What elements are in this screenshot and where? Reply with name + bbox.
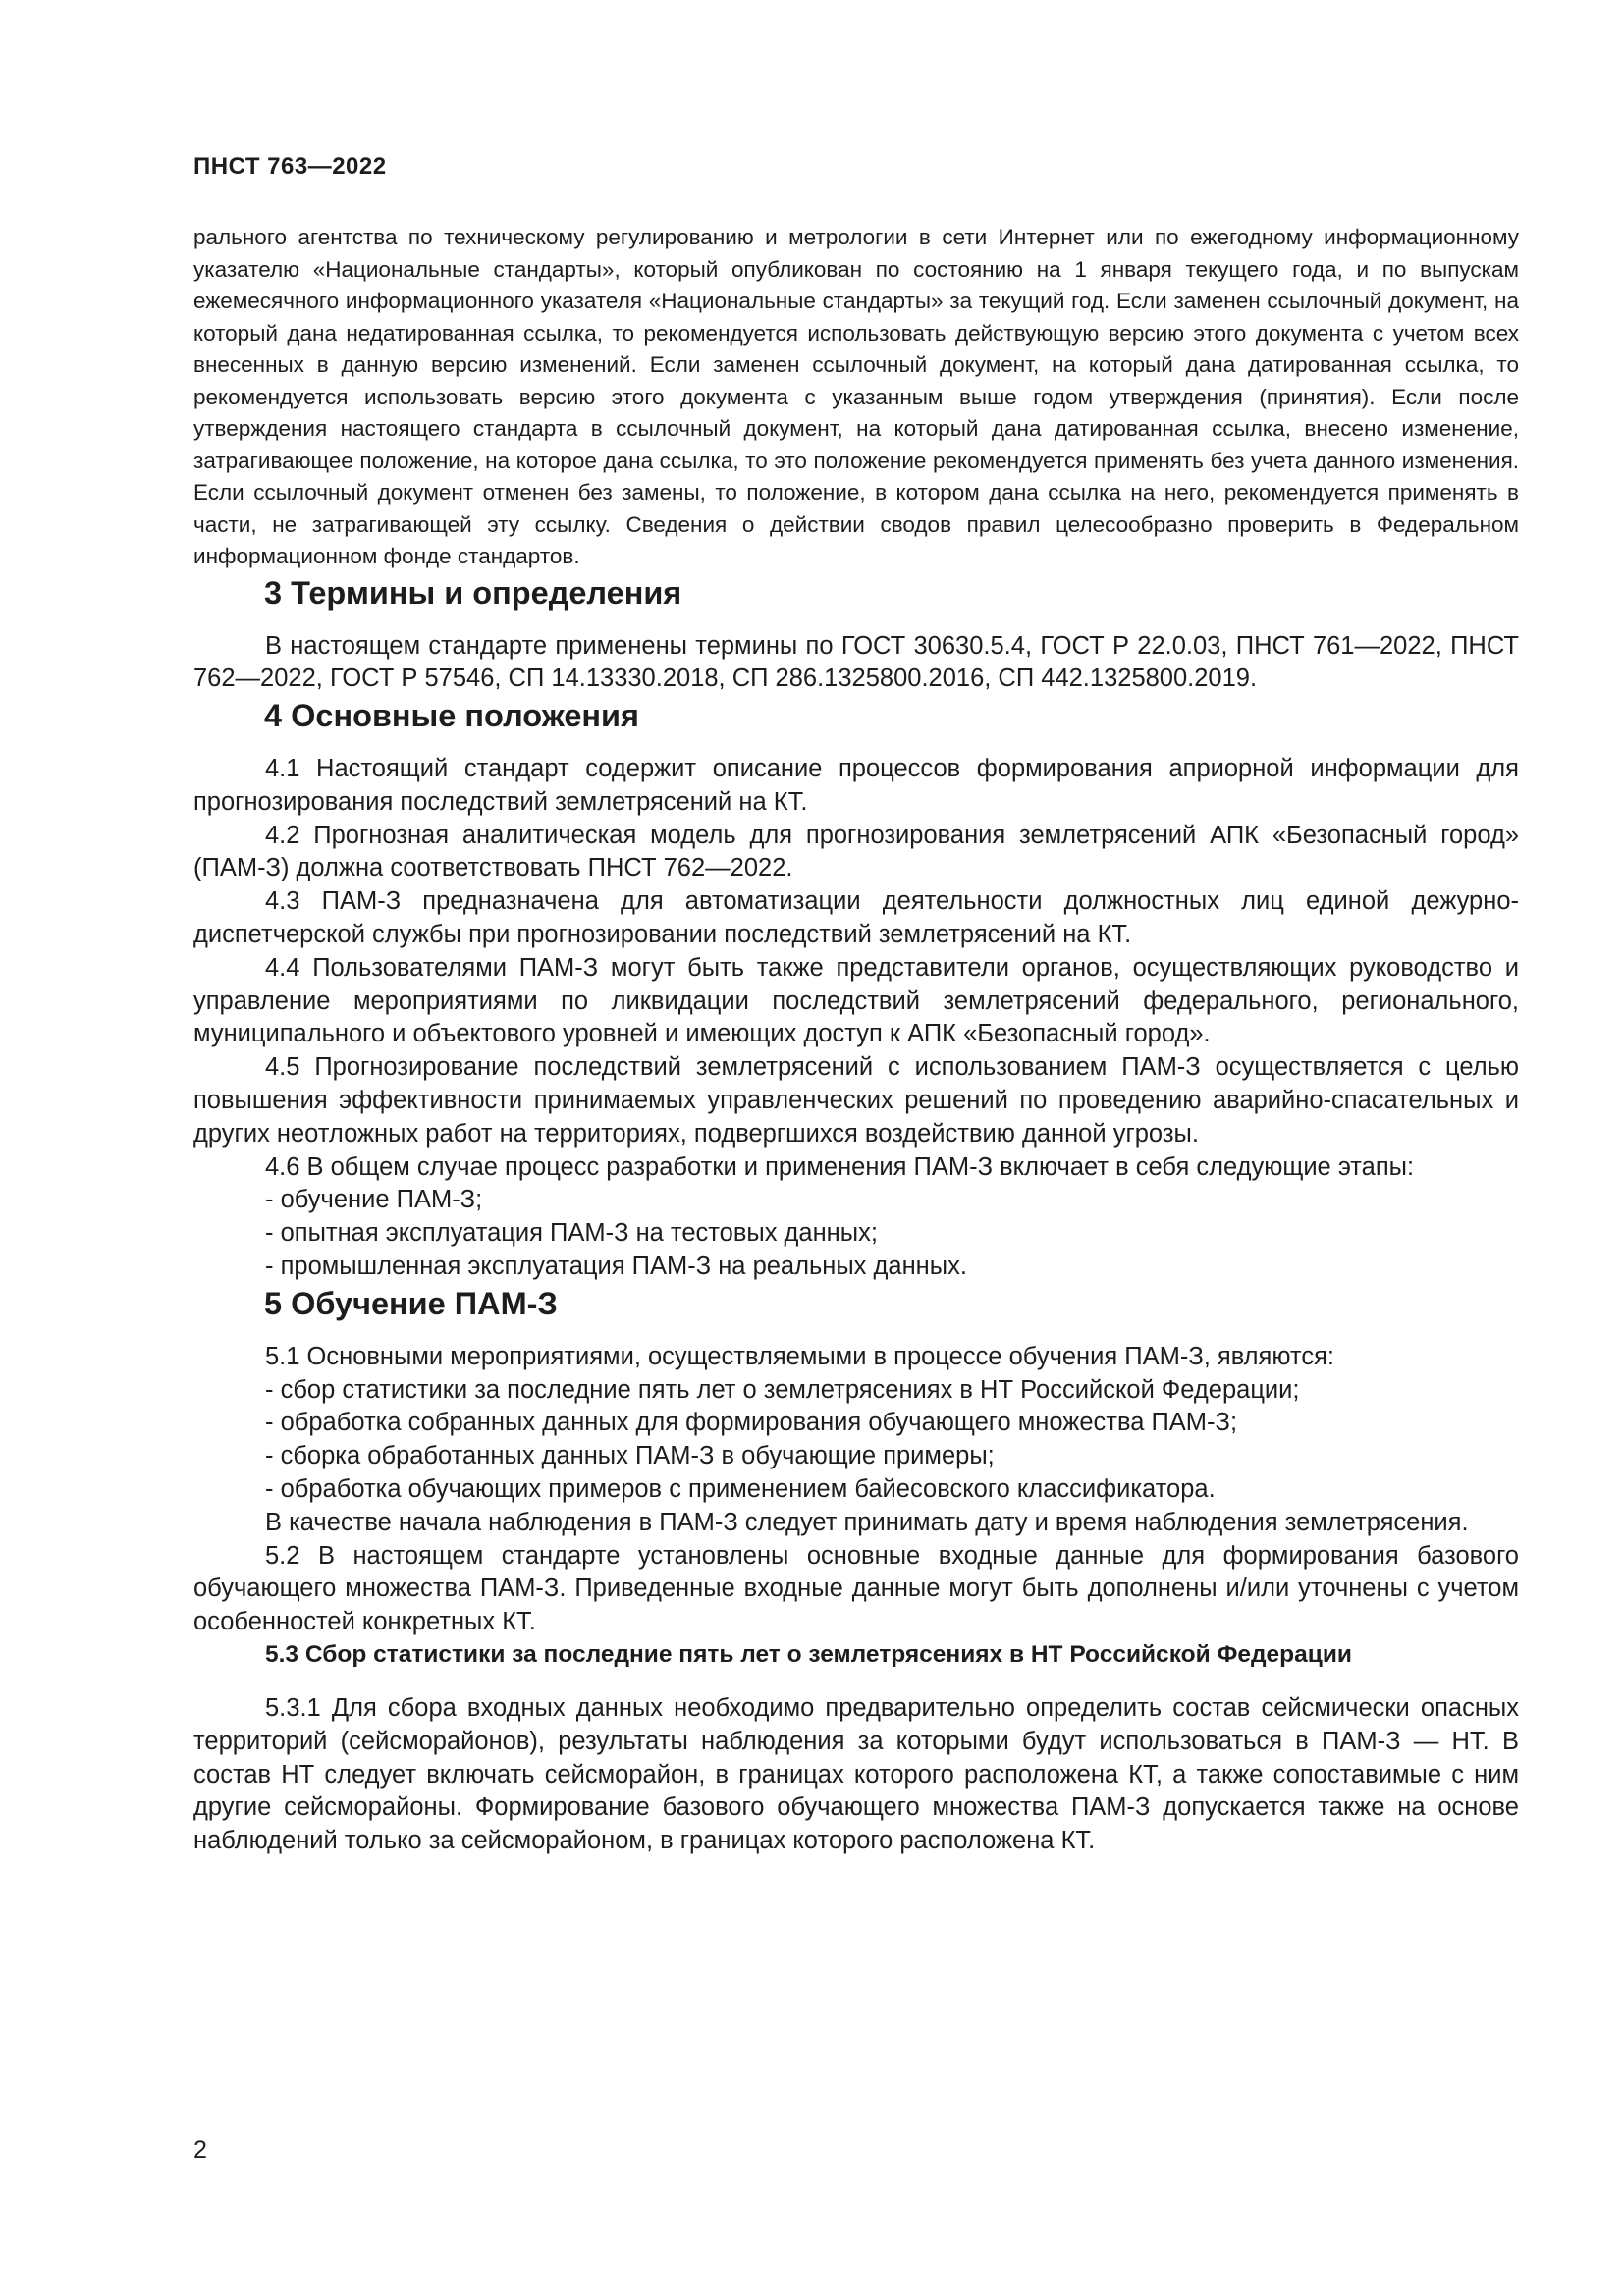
paragraph-4-4: 4.4 Пользователями ПАМ-З могут быть также представители органов, осуществляющих руководство и управление мероприятиями по ликвидации последствий землетрясений федерального, регионального, муниципального и объектового уровней и имеющих доступ к АПК «Безопасный город». (193, 953, 1519, 1048)
paragraph-4-5: 4.5 Прогнозирование последствий землетрясений с использованием ПАМ-З осуществляется с целью повышения эффективности принимаемых управленческих решений по проведению аварийно-спасательных и других неотложных работ на территориях, подвергшихся воздействию данной угрозы. (193, 1053, 1519, 1148)
paragraph-5-3-1: 5.3.1 Для сбора входных данных необходимо предварительно определить состав сейсмически опасных территорий (сейсморайонов), результаты наблюдения за которыми будут использоваться в ПАМ-З — НТ. В состав НТ следует включать сейсморайон, в границах которого расположена КТ, а также сопоставимые с ним другие сейсморайоны. Формирование базового обучающего множества ПАМ-З допускается также на основе наблюдений только за сейсморайоном, в границах которого расположена КТ. (193, 1694, 1519, 1855)
subsection-5-3-title: 5.3 Сбор статистики за последние пять лет о землетрясениях в НТ Российской Федерации (265, 1641, 1352, 1669)
section-4-title: 4 Основные положения (264, 698, 639, 734)
document-header: ПНСТ 763—2022 (193, 153, 387, 180)
paragraph-4-2: 4.2 Прогнозная аналитическая модель для прогнозирования землетрясений АПК «Безопасный город» (ПАМ-З) должна соответствовать ПНСТ 762—2022. (193, 821, 1519, 882)
list-item: - промышленная эксплуатация ПАМ-З на реальных данных. (265, 1253, 967, 1281)
paragraph-5-2: 5.2 В настоящем стандарте установлены основные входные данные для формирования базового обучающего множества ПАМ-З. Приведенные входные данные могут быть дополнены и/или уточнены с учетом особенностей конкретных КТ. (193, 1541, 1519, 1636)
section-5-body (193, 1341, 1519, 1639)
intro-paragraph: рального агентства по техническому регулированию и метрологии в сети Интернет или по ежегодному информационному указателю «Национальные стандарты», который опубликован по состоянию на 1 января текущего года, и по выпускам ежемесячного информационного указателя «Национальные стандарты» за текущий год. Если заменен ссылочный документ, на который дана недатированная ссылка, то рекомендуется использовать действующую версию этого документа с учетом всех внесенных в данную версию изменений. Если заменен ссылочный документ, на который дана датированная ссылка, то рекомендуется использовать версию этого документа с указанным выше годом утверждения (принятия). Если после утверждения настоящего стандарта в ссылочный документ, на который дана датированная ссылка, внесено изменение, затрагивающее положение, на которое дана ссылка, то это положение рекомендуется применять без учета данного изменения. Если ссылочный документ отменен без замены, то положение, в котором дана ссылка на него, рекомендуется применять в части, не затрагивающей эту ссылку. Сведения о действии сводов правил целесообразно проверить в Федеральном информационном фонде стандартов. (193, 225, 1519, 568)
list-item: - сбор статистики за последние пять лет о землетрясениях в НТ Российской Федерации; (265, 1375, 1300, 1404)
intro-continuation (193, 222, 1519, 573)
paragraph-5-1: 5.1 Основными мероприятиями, осуществляемыми в процессе обучения ПАМ-З, являются: (265, 1342, 1334, 1370)
subsection-5-3-body (193, 1692, 1519, 1858)
list-item: - обработка обучающих примеров с применением байесовского классификатора. (265, 1475, 1216, 1504)
paragraph-4-1: 4.1 Настоящий стандарт содержит описание процессов формирования априорной информации для прогнозирования последствий землетрясений на КТ. (193, 755, 1519, 816)
list-item: - сборка обработанных данных ПАМ-З в обучающие примеры; (265, 1442, 995, 1470)
list-item: - обучение ПАМ-З; (265, 1186, 483, 1214)
section-3-body (193, 630, 1519, 697)
paragraph-4-3: 4.3 ПАМ-З предназначена для автоматизации деятельности должностных лиц единой дежурно-диспетчерской службы при прогнозировании последствий землетрясений на КТ. (193, 887, 1519, 949)
list-item: - опытная эксплуатация ПАМ-З на тестовых данных; (265, 1219, 878, 1248)
section-4-body (193, 753, 1519, 1284)
section-3-title: 3 Термины и определения (264, 574, 682, 611)
paragraph-observation-start: В качестве начала наблюдения в ПАМ-З следует принимать дату и время наблюдения землетрясения. (265, 1508, 1469, 1536)
page-number: 2 (193, 2136, 207, 2163)
list-item: - обработка собранных данных для формирования обучающего множества ПАМ-З; (265, 1409, 1238, 1437)
page-content (193, 222, 1519, 1858)
section-5-title: 5 Обучение ПАМ-З (264, 1285, 558, 1321)
section-3-paragraph: В настоящем стандарте применены термины по ГОСТ 30630.5.4, ГОСТ Р 22.0.03, ПНСТ 761—2022, ПНСТ 762—2022, ГОСТ Р 57546, СП 14.13330.2018, СП 286.1325800.2016, СП 442.1325800.2019. (193, 631, 1519, 693)
paragraph-4-6: 4.6 В общем случае процесс разработки и применения ПАМ-З включает в себя следующие этапы: (265, 1152, 1415, 1181)
